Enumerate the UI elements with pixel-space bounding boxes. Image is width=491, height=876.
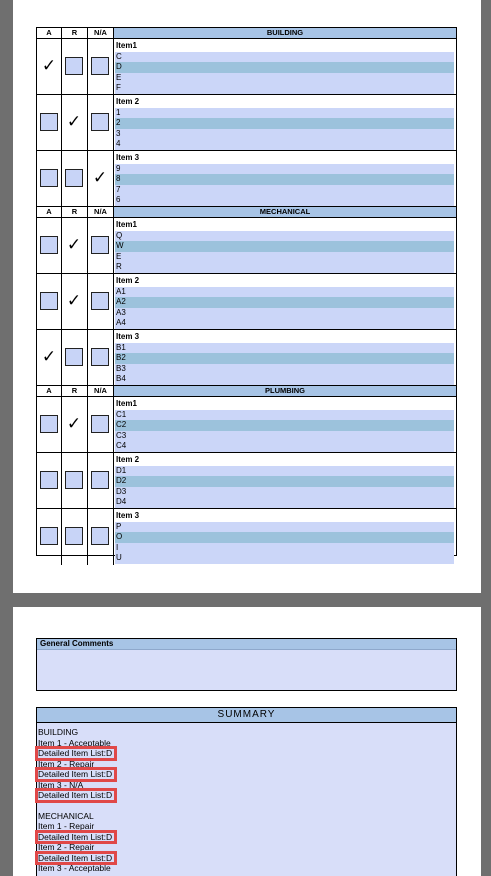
summary-box bbox=[36, 707, 457, 876]
cell-na bbox=[88, 397, 114, 452]
general-comments-field[interactable] bbox=[37, 650, 456, 694]
summary-line: Item 2 - Repair bbox=[38, 758, 95, 769]
checkbox-a[interactable] bbox=[40, 415, 58, 433]
checkbox-a[interactable]: ✓ bbox=[41, 347, 57, 367]
cell-a bbox=[37, 397, 62, 452]
cell-a bbox=[37, 218, 62, 273]
summary-line: BUILDING bbox=[38, 727, 79, 737]
item-name: Item 3 bbox=[115, 511, 454, 522]
item-entry: C2 bbox=[115, 420, 454, 431]
section-header bbox=[37, 386, 456, 397]
item-entry: D bbox=[115, 62, 454, 73]
column-header-na: N/A bbox=[88, 28, 114, 38]
item-entry: E bbox=[115, 252, 454, 263]
item-list bbox=[115, 511, 454, 564]
item-entry: P bbox=[115, 522, 454, 533]
checklist-group bbox=[37, 39, 456, 95]
item-name: Item1 bbox=[115, 220, 454, 231]
section-title: PLUMBING bbox=[114, 386, 456, 396]
cell-na bbox=[88, 453, 114, 508]
item-entry: C1 bbox=[115, 410, 454, 421]
checkbox-na[interactable] bbox=[91, 527, 109, 545]
item-entry: O bbox=[115, 532, 454, 543]
item-name: Item 3 bbox=[115, 153, 454, 164]
item-entry: A2 bbox=[115, 297, 454, 308]
checkbox-a[interactable]: ✓ bbox=[41, 56, 57, 76]
item-entry: C3 bbox=[115, 431, 454, 442]
item-entry: A3 bbox=[115, 308, 454, 319]
checklist-group bbox=[37, 453, 456, 509]
item-name: Item1 bbox=[115, 41, 454, 52]
item-entry: 8 bbox=[115, 174, 454, 185]
item-entry: A4 bbox=[115, 318, 454, 329]
cell-na bbox=[88, 151, 114, 206]
item-name: Item 3 bbox=[115, 332, 454, 343]
cell-a bbox=[37, 151, 62, 206]
section-header bbox=[37, 207, 456, 218]
item-list bbox=[115, 97, 454, 150]
checkbox-a[interactable] bbox=[40, 471, 58, 489]
item-entry: Q bbox=[115, 231, 454, 242]
item-entry: B2 bbox=[115, 353, 454, 364]
item-entry: D3 bbox=[115, 487, 454, 498]
checkbox-r[interactable] bbox=[65, 527, 83, 545]
checkbox-r[interactable]: ✓ bbox=[66, 291, 82, 311]
checklist-group bbox=[37, 397, 456, 453]
item-name: Item 2 bbox=[115, 455, 454, 466]
item-name: Item 2 bbox=[115, 276, 454, 287]
column-header-r: R bbox=[62, 207, 88, 217]
summary-line: Item 3 - N/A bbox=[38, 779, 84, 790]
checkbox-a[interactable] bbox=[40, 292, 58, 310]
item-list bbox=[115, 276, 454, 329]
column-header-a: A bbox=[37, 207, 62, 217]
item-list bbox=[115, 220, 454, 273]
checkbox-a[interactable] bbox=[40, 236, 58, 254]
cell-a bbox=[37, 453, 62, 508]
item-entry: D4 bbox=[115, 497, 454, 508]
checkbox-na[interactable] bbox=[91, 348, 109, 366]
item-entry: U bbox=[115, 553, 454, 564]
summary-detail-line bbox=[38, 832, 115, 843]
item-entry: B3 bbox=[115, 364, 454, 375]
general-comments-label: General Comments bbox=[37, 639, 456, 650]
checkbox-r[interactable]: ✓ bbox=[66, 414, 82, 434]
checkbox-na[interactable] bbox=[91, 113, 109, 131]
column-header-r: R bbox=[62, 386, 88, 396]
item-list bbox=[115, 399, 454, 452]
column-header-a: A bbox=[37, 28, 62, 38]
summary-detail-line bbox=[38, 769, 115, 780]
cell-na bbox=[88, 274, 114, 329]
detailed-item-list-highlight: Detailed Item List:D bbox=[37, 748, 115, 759]
checklist-group bbox=[37, 218, 456, 274]
column-header-na: N/A bbox=[88, 207, 114, 217]
checklist-group bbox=[37, 330, 456, 386]
cell-na bbox=[88, 95, 114, 150]
summary-title: SUMMARY bbox=[37, 708, 456, 723]
section-header bbox=[37, 28, 456, 39]
item-entry: A1 bbox=[115, 287, 454, 298]
column-header-r: R bbox=[62, 28, 88, 38]
checklist-group bbox=[37, 274, 456, 330]
checkbox-na[interactable] bbox=[91, 415, 109, 433]
item-entry: C bbox=[115, 52, 454, 63]
summary-detail-line bbox=[38, 748, 115, 759]
cell-a bbox=[37, 330, 62, 385]
item-entry: B1 bbox=[115, 343, 454, 354]
cell-r bbox=[62, 397, 88, 452]
item-name: Item 2 bbox=[115, 97, 454, 108]
cell-a bbox=[37, 95, 62, 150]
checkbox-a[interactable] bbox=[40, 527, 58, 545]
cell-r bbox=[62, 151, 88, 206]
cell-r bbox=[62, 509, 88, 565]
checkbox-na[interactable] bbox=[91, 292, 109, 310]
item-list bbox=[115, 153, 454, 206]
item-entry: 7 bbox=[115, 185, 454, 196]
checkbox-na[interactable]: ✓ bbox=[92, 168, 108, 188]
checkbox-r[interactable]: ✓ bbox=[66, 235, 82, 255]
detailed-item-list-highlight: Detailed Item List:D bbox=[37, 769, 115, 780]
item-list bbox=[115, 332, 454, 385]
detailed-item-list-highlight: Detailed Item List:D bbox=[37, 790, 115, 801]
summary-lines bbox=[38, 727, 115, 874]
page-2 bbox=[13, 607, 481, 876]
page-1 bbox=[13, 0, 481, 593]
item-list bbox=[115, 455, 454, 508]
column-header-na: N/A bbox=[88, 386, 114, 396]
checkbox-na[interactable] bbox=[91, 57, 109, 75]
detailed-item-list-highlight: Detailed Item List:D bbox=[37, 832, 115, 843]
item-entry: 9 bbox=[115, 164, 454, 175]
summary-line: Item 1 - Acceptable bbox=[38, 737, 111, 748]
checkbox-a[interactable] bbox=[40, 113, 58, 131]
summary-line: Item 3 - Acceptable bbox=[38, 863, 111, 873]
item-list bbox=[115, 41, 454, 94]
checkbox-na[interactable] bbox=[91, 471, 109, 489]
checklist-group bbox=[37, 509, 456, 565]
detailed-item-list-highlight: Detailed Item List:D bbox=[37, 853, 115, 864]
item-entry: 3 bbox=[115, 129, 454, 140]
general-comments-box bbox=[36, 638, 457, 691]
checklist-group bbox=[37, 151, 456, 207]
checkbox-r[interactable] bbox=[65, 57, 83, 75]
item-entry: 6 bbox=[115, 195, 454, 206]
checklist-group bbox=[37, 95, 456, 151]
summary-spacer bbox=[38, 801, 115, 811]
item-entry: 1 bbox=[115, 108, 454, 119]
cell-r bbox=[62, 218, 88, 273]
cell-na bbox=[88, 39, 114, 94]
item-entry: F bbox=[115, 83, 454, 94]
cell-r bbox=[62, 95, 88, 150]
item-entry: W bbox=[115, 241, 454, 252]
item-entry: D1 bbox=[115, 466, 454, 477]
item-entry: R bbox=[115, 262, 454, 273]
summary-line: Item 1 - Repair bbox=[38, 821, 95, 831]
summary-line: Item 2 - Repair bbox=[38, 842, 95, 852]
checkbox-r[interactable]: ✓ bbox=[66, 112, 82, 132]
cell-na bbox=[88, 218, 114, 273]
cell-r bbox=[62, 453, 88, 508]
cell-na bbox=[88, 330, 114, 385]
cell-a bbox=[37, 509, 62, 565]
cell-r bbox=[62, 274, 88, 329]
checkbox-r[interactable] bbox=[65, 169, 83, 187]
summary-line: MECHANICAL bbox=[38, 810, 94, 821]
column-header-a: A bbox=[37, 386, 62, 396]
item-entry: 2 bbox=[115, 118, 454, 129]
checkbox-na[interactable] bbox=[91, 236, 109, 254]
item-entry: D2 bbox=[115, 476, 454, 487]
section-title: BUILDING bbox=[114, 28, 456, 38]
item-entry: C4 bbox=[115, 441, 454, 452]
summary-detail-line bbox=[38, 790, 115, 801]
item-name: Item1 bbox=[115, 399, 454, 410]
cell-r bbox=[62, 330, 88, 385]
item-entry: 4 bbox=[115, 139, 454, 150]
section-title: MECHANICAL bbox=[114, 207, 456, 217]
cell-na bbox=[88, 509, 114, 565]
cell-r bbox=[62, 39, 88, 94]
cell-a bbox=[37, 39, 62, 94]
item-entry: E bbox=[115, 73, 454, 84]
cell-a bbox=[37, 274, 62, 329]
item-entry: B4 bbox=[115, 374, 454, 385]
item-entry: I bbox=[115, 543, 454, 554]
checkbox-a[interactable] bbox=[40, 169, 58, 187]
summary-detail-line bbox=[38, 853, 115, 864]
checkbox-r[interactable] bbox=[65, 471, 83, 489]
inspection-checklist-table bbox=[36, 27, 457, 563]
checkbox-r[interactable] bbox=[65, 348, 83, 366]
